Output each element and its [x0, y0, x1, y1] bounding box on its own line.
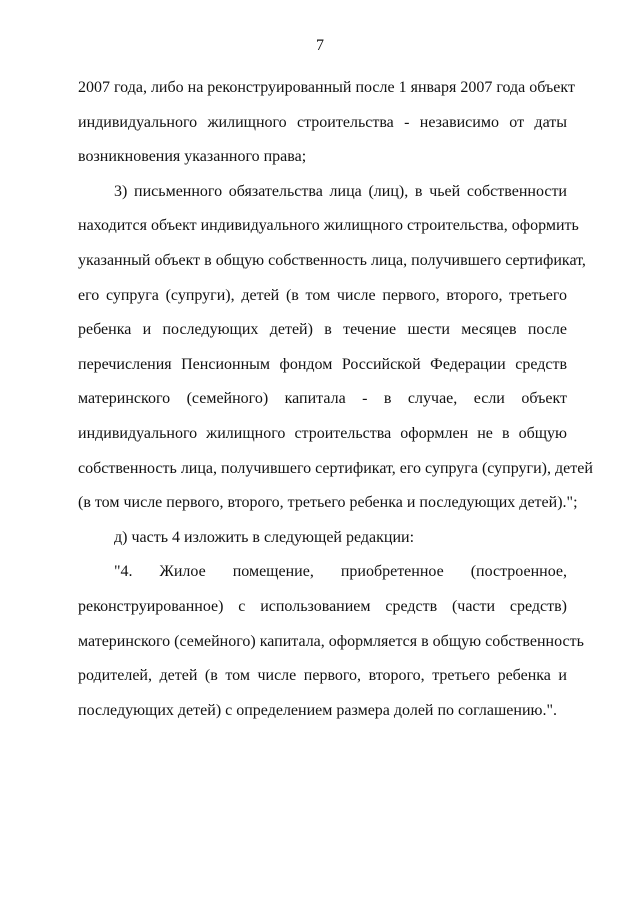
text-line: его супруга (супруги), детей (в том числе первого, второго, третьего: [78, 286, 567, 304]
text-line: 2007 года, либо на реконструированный после 1 января 2007 года объект: [78, 79, 575, 96]
text-line: родителей, детей (в том числе первого, второго, третьего ребенка и: [78, 667, 567, 685]
text-line: 3) письменного обязательства лица (лиц), в чьей собственности: [114, 182, 567, 200]
text-line: д) часть 4 изложить в следующей редакции:: [114, 528, 415, 546]
text-line: "4. Жилое помещение, приобретенное (построенное,: [114, 563, 567, 581]
paragraph-quoted-part-4: [78, 555, 584, 728]
text-line: индивидуального жилищного строительства - независимо от даты: [78, 113, 567, 131]
paragraph-item-3: [78, 175, 593, 521]
text-line: указанный объект в общую собственность лица, получившего сертификат,: [78, 251, 586, 269]
text-line: материнского (семейного) капитала - в случае, если объект: [78, 390, 567, 408]
text-line: реконструированное) с использованием средств (части средств): [78, 597, 567, 615]
text-line: находится объект индивидуального жилищного строительства, оформить: [78, 217, 579, 235]
text-line: последующих детей) с определением размера долей по соглашению.".: [78, 701, 558, 719]
text-line: перечисления Пенсионным фондом Российской Федерации средств: [78, 355, 567, 373]
text-line: индивидуального жилищного строительства оформлен не в общую: [78, 424, 567, 442]
text-line: собственность лица, получившего сертификат, его супруга (супруги), детей: [78, 459, 593, 477]
paragraph-item-d: [78, 521, 567, 556]
text-line: (в том числе первого, второго, третьего ребенка и последующих детей).";: [78, 494, 578, 512]
page-number: 7: [316, 37, 324, 54]
text-line: материнского (семейного) капитала, оформляется в общую собственность: [78, 632, 584, 650]
paragraph-continuation: [78, 71, 575, 175]
text-line: возникновения указанного права;: [78, 148, 307, 166]
text-line: ребенка и последующих детей) в течение шести месяцев после: [78, 321, 567, 339]
document-body: [78, 71, 593, 728]
